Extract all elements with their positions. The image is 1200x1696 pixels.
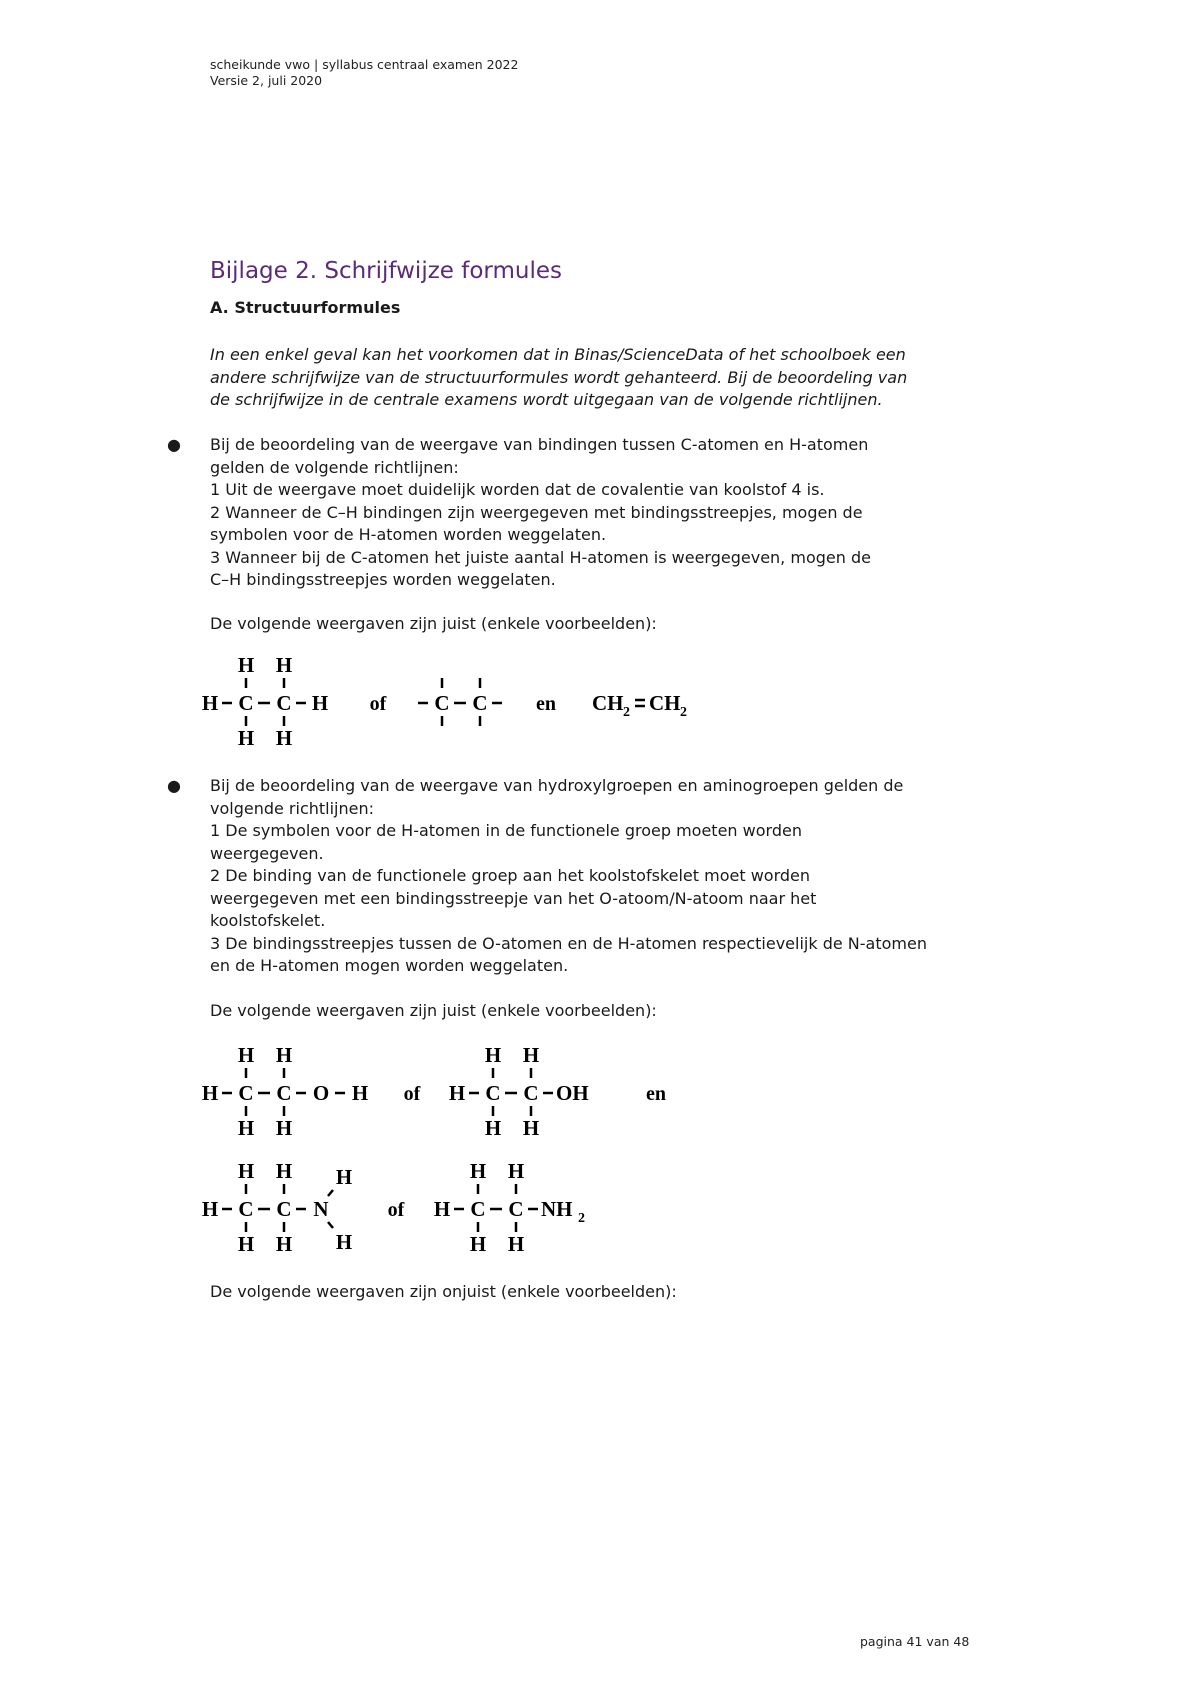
atom-label: N — [313, 1197, 329, 1221]
atom-label: O — [312, 1081, 330, 1105]
atom-label: H — [237, 1043, 255, 1067]
atom-label: C — [238, 691, 254, 715]
intro-paragraph — [210, 344, 1030, 412]
atom-label: NH — [541, 1197, 573, 1221]
atom-label: H — [275, 726, 293, 750]
atom-label: H — [522, 1043, 540, 1067]
formula-ethanol-full — [202, 1043, 368, 1140]
formula-ethylamine-nh2 — [434, 1159, 585, 1256]
atom-label: H — [237, 1232, 255, 1256]
atom-label: H — [237, 726, 255, 750]
atom-label: H — [237, 653, 255, 677]
atom-label: H — [201, 691, 219, 715]
bullet-line: en de H-atomen mogen worden weggelaten. — [210, 956, 569, 975]
atom-label: C — [276, 691, 292, 715]
atom-label: C — [523, 1081, 539, 1105]
atom-label: H — [484, 1116, 502, 1140]
atom-label: H — [237, 1116, 255, 1140]
intro-line: In een enkel geval kan het voorkomen dat in Binas/ScienceData of het schoolboek een — [210, 345, 906, 364]
bullet-hydroxyl-amino — [167, 775, 1030, 978]
word-of: of — [369, 693, 387, 715]
bullet-line: 2 Wanneer de C–H bindingen zijn weergegeven met bindingsstreepjes, mogen de — [210, 502, 863, 522]
atom-label: H — [335, 1165, 353, 1189]
atom-label: C — [472, 691, 488, 715]
atom-label: H — [469, 1232, 487, 1256]
bullet-icon: ● — [167, 776, 181, 795]
word-of: of — [403, 1083, 421, 1105]
page-header — [210, 57, 518, 89]
atom-label: C — [238, 1081, 254, 1105]
atom-label: C — [434, 691, 450, 715]
atom-label: C — [276, 1197, 292, 1221]
atom-label: H — [522, 1116, 540, 1140]
bullet-icon: ● — [167, 435, 181, 454]
atom-label: H — [237, 1159, 255, 1183]
word-of: of — [387, 1199, 405, 1221]
correct-examples-label-1: De volgende weergaven zijn juist (enkele voorbeelden): — [210, 614, 657, 633]
atom-label: H — [275, 1116, 293, 1140]
atom-label: H — [433, 1197, 451, 1221]
atom-label: H — [351, 1081, 369, 1105]
atom-label: H — [507, 1159, 525, 1183]
atom-label: H — [311, 691, 329, 715]
bullet-line: weergegeven. — [210, 843, 324, 863]
subscript-label: 2 — [578, 1211, 585, 1226]
page-number: pagina 41 van 48 — [860, 1634, 970, 1649]
bullet-line: 1 Uit de weergave moet duidelijk worden dat de covalentie van koolstof 4 is. — [210, 480, 825, 499]
word-en: en — [646, 1083, 666, 1105]
bullet-line: gelden de volgende richtlijnen: — [210, 457, 459, 477]
bullet-line: volgende richtlijnen: — [210, 798, 375, 818]
bullet-line: Bij de beoordeling van de weergave van hydroxylgroepen en aminogroepen gelden de — [210, 776, 904, 795]
atom-label: H — [275, 653, 293, 677]
atom-label: C — [470, 1197, 486, 1221]
bullet-line: 1 De symbolen voor de H-atomen in de functionele groep moeten worden — [210, 821, 802, 840]
atom-label: H — [484, 1043, 502, 1067]
bullet-line: 2 De binding van de functionele groep aan het koolstofskelet moet worden — [210, 866, 811, 885]
bullet-line: 3 De bindingsstreepjes tussen de O-atomen en de H-atomen respectievelijk de N-atomen — [210, 933, 927, 953]
formula-ethanol-oh — [449, 1043, 589, 1140]
atom-label: CH — [649, 691, 681, 715]
bullet-line: koolstofskelet. — [210, 911, 326, 930]
formula-row-ethane — [200, 650, 720, 750]
formula-row-ethanol — [200, 1040, 720, 1140]
atom-label: CH — [592, 691, 624, 715]
formula-ethane-skeleton — [418, 678, 502, 726]
section-subtitle: A. Structuurformules — [210, 298, 401, 317]
atom-label: C — [276, 1081, 292, 1105]
bullet-line: 3 Wanneer bij de C-atomen het juiste aantal H-atomen is weergegeven, mogen de — [210, 547, 871, 567]
formula-ethylamine-full — [202, 1159, 352, 1256]
bullet-line: weergegeven met een bindingsstreepje van het O-atoom/N-atoom naar het — [210, 888, 817, 908]
formula-condensed-ch2 — [592, 691, 687, 720]
subscript-label: 2 — [680, 705, 687, 720]
atom-label: H — [201, 1197, 219, 1221]
atom-label: H — [448, 1081, 466, 1105]
atom-label: C — [508, 1197, 524, 1221]
header-line-1: scheikunde vwo | syllabus centraal examen 2022 — [210, 57, 519, 72]
intro-line: de schrijfwijze in de centrale examens wordt uitgegaan van de volgende richtlijnen. — [210, 390, 883, 409]
formula-ethane-full — [202, 653, 328, 750]
bullet-line: Bij de beoordeling van de weergave van bindingen tussen C-atomen en H-atomen — [210, 435, 869, 454]
atom-label: H — [275, 1043, 293, 1067]
word-en: en — [536, 693, 556, 715]
atom-label: H — [469, 1159, 487, 1183]
atom-label: H — [507, 1232, 525, 1256]
intro-line: andere schrijfwijze van de structuurformules wordt gehanteerd. Bij de beoordeling van — [210, 367, 908, 387]
bullet-line: C–H bindingsstreepjes worden weggelaten. — [210, 570, 556, 589]
subscript-label: 2 — [623, 705, 630, 720]
bullet-line: symbolen voor de H-atomen worden weggelaten. — [210, 525, 607, 544]
header-line-2: Versie 2, juli 2020 — [210, 73, 323, 88]
atom-label: C — [238, 1197, 254, 1221]
incorrect-examples-label: De volgende weergaven zijn onjuist (enkele voorbeelden): — [210, 1282, 677, 1301]
atom-label: C — [485, 1081, 501, 1105]
formula-row-ethylamine — [200, 1156, 720, 1260]
correct-examples-label-2: De volgende weergaven zijn juist (enkele voorbeelden): — [210, 1001, 657, 1020]
atom-label: H — [201, 1081, 219, 1105]
atom-label: H — [275, 1159, 293, 1183]
bullet-carbon-hydrogen — [167, 434, 1030, 592]
atom-label: H — [275, 1232, 293, 1256]
atom-label: H — [335, 1230, 353, 1254]
page-title: Bijlage 2. Schrijfwijze formules — [210, 258, 562, 284]
atom-label: OH — [556, 1081, 589, 1105]
